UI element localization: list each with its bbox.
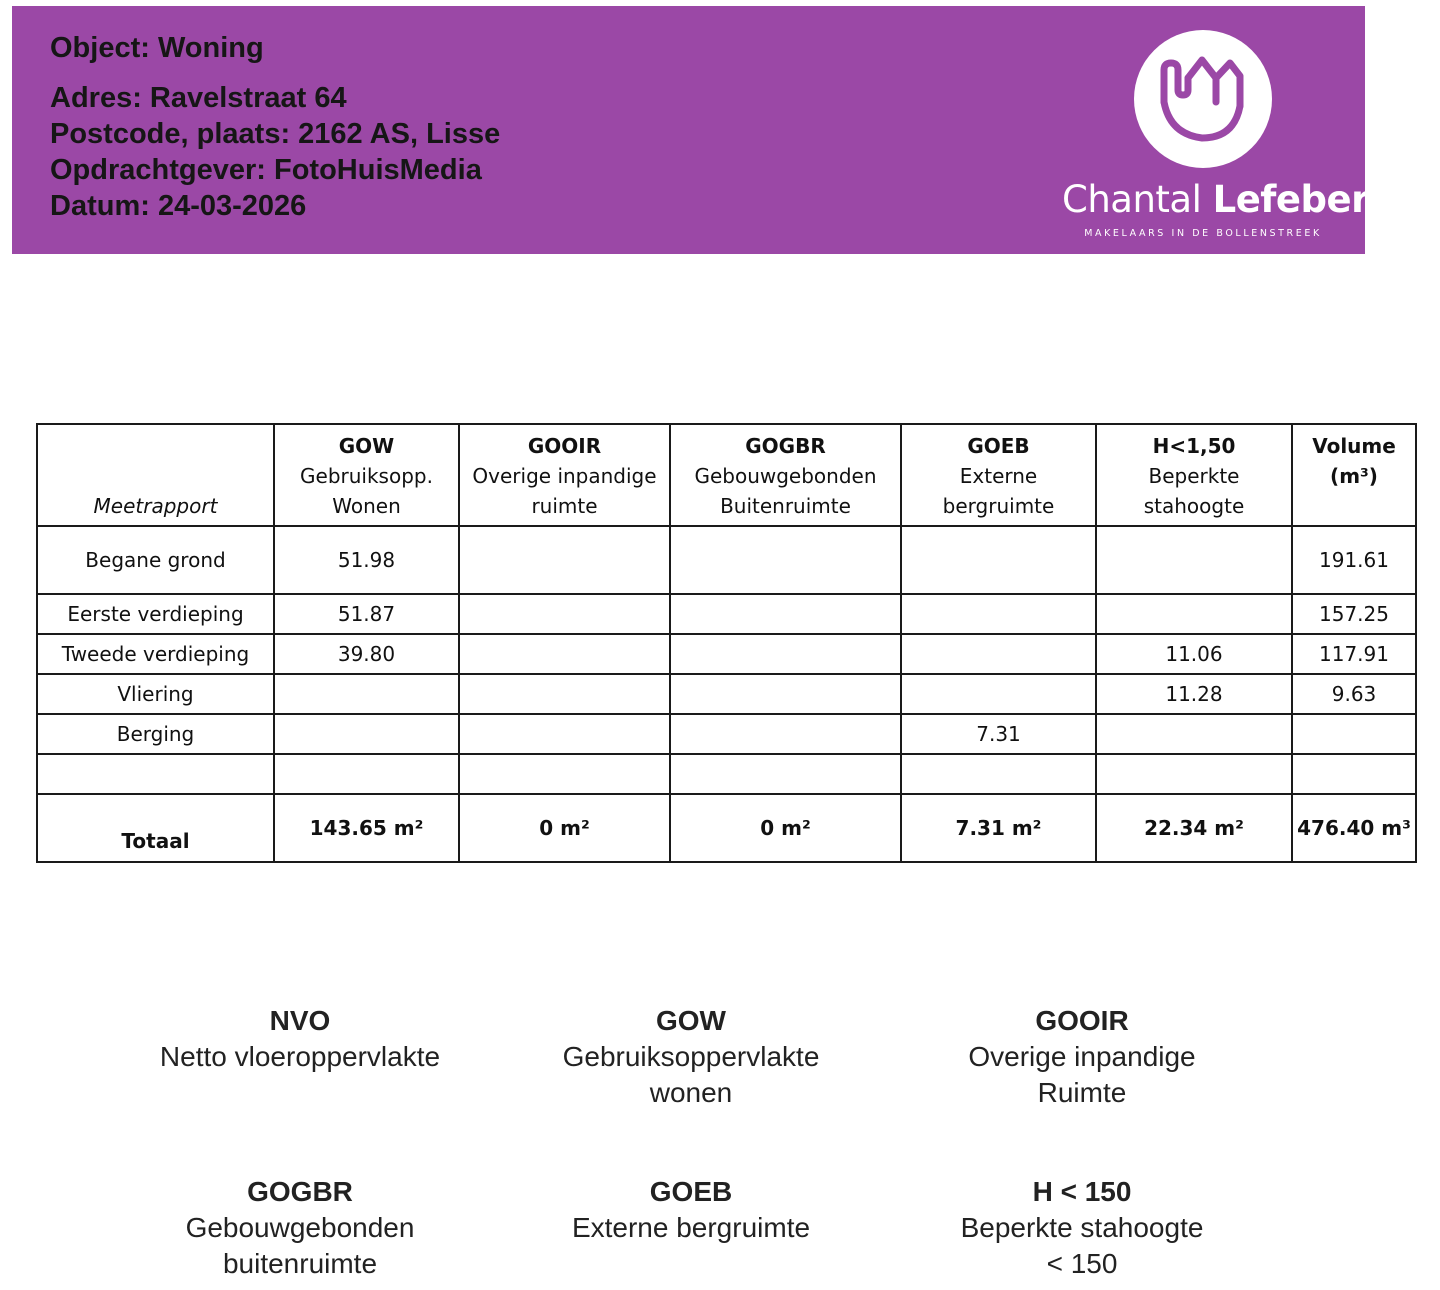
- cell-gooir: [459, 594, 670, 634]
- table-row: [37, 634, 1416, 674]
- cell-gow: 51.87: [274, 594, 459, 634]
- table-row: [37, 674, 1416, 714]
- cell-goeb: [901, 754, 1096, 794]
- cell-goeb: 7.31: [901, 714, 1096, 754]
- legend-item-gow: GOW Gebruiksoppervlakte wonen: [562, 1005, 820, 1108]
- cell-gooir: [459, 754, 670, 794]
- totals-row: [37, 794, 1416, 862]
- brand-name-last: Lefeber: [1212, 178, 1369, 221]
- cell-goeb: [901, 634, 1096, 674]
- cell-h150: 11.06: [1096, 634, 1292, 674]
- cell-volume: 157.25: [1292, 594, 1416, 634]
- measurement-table: [36, 423, 1417, 863]
- table-row: [37, 714, 1416, 754]
- brand-tagline: MAKELAARS IN DE BOLLENSTREEK: [1084, 228, 1322, 239]
- cell-gow: 39.80: [274, 634, 459, 674]
- cell-gow: [274, 714, 459, 754]
- legend-item-gooir: GOOIR Overige inpandige Ruimte: [968, 1005, 1196, 1108]
- cell-gooir: [459, 674, 670, 714]
- total-volume: 476.40 m³: [1292, 794, 1416, 862]
- address-line: Adres: Ravelstraat 64: [50, 82, 347, 114]
- column-header-h150: H<1,50 Beperkte stahoogte: [1096, 424, 1292, 526]
- table-row: [37, 526, 1416, 594]
- cell-gogbr: [670, 634, 901, 674]
- row-label: Begane grond: [37, 526, 274, 594]
- cell-volume: [1292, 754, 1416, 794]
- house-tulip-icon: [1134, 30, 1272, 168]
- cell-h150: [1096, 714, 1292, 754]
- row-label: Eerste verdieping: [37, 594, 274, 634]
- column-header-volume: Volume (m³): [1292, 424, 1416, 526]
- totals-label: Totaal: [37, 794, 274, 862]
- cell-h150: [1096, 526, 1292, 594]
- legend-item-gogbr: GOGBR Gebouwgebonden buitenruimte: [185, 1176, 415, 1279]
- column-header-gow: GOW Gebruiksopp. Wonen: [274, 424, 459, 526]
- legend-item-h150: H < 150 Beperkte stahoogte < 150: [960, 1176, 1204, 1279]
- cell-gow: [274, 674, 459, 714]
- logo-emblem: [1134, 30, 1272, 168]
- column-header-gogbr: GOGBR Gebouwgebonden Buitenruimte: [670, 424, 901, 526]
- client-line: Opdrachtgever: FotoHuisMedia: [50, 154, 482, 186]
- cell-gow: 51.98: [274, 526, 459, 594]
- postcode-line: Postcode, plaats: 2162 AS, Lisse: [50, 118, 501, 150]
- corner-label: Meetrapport: [37, 424, 274, 526]
- brand-name-first: Chantal: [1062, 178, 1202, 221]
- cell-goeb: [901, 674, 1096, 714]
- cell-gogbr: [670, 526, 901, 594]
- row-label: Berging: [37, 714, 274, 754]
- cell-gogbr: [670, 594, 901, 634]
- total-gow: 143.65 m²: [274, 794, 459, 862]
- row-label: [37, 754, 274, 794]
- column-header-gooir: GOOIR Overige inpandige ruimte: [459, 424, 670, 526]
- cell-volume: 191.61: [1292, 526, 1416, 594]
- cell-volume: 9.63: [1292, 674, 1416, 714]
- total-gooir: 0 m²: [459, 794, 670, 862]
- cell-gogbr: [670, 714, 901, 754]
- row-label: Tweede verdieping: [37, 634, 274, 674]
- table-header-row: [37, 424, 1416, 526]
- cell-goeb: [901, 526, 1096, 594]
- total-gogbr: 0 m²: [670, 794, 901, 862]
- header-banner: [12, 6, 1369, 254]
- cell-gogbr: [670, 674, 901, 714]
- total-goeb: 7.31 m²: [901, 794, 1096, 862]
- legend-item-goeb: GOEB Externe bergruimte: [571, 1176, 811, 1243]
- table-row: [37, 754, 1416, 794]
- cell-gooir: [459, 526, 670, 594]
- cell-h150: 11.28: [1096, 674, 1292, 714]
- cell-gogbr: [670, 754, 901, 794]
- cell-h150: [1096, 754, 1292, 794]
- row-label: Vliering: [37, 674, 274, 714]
- cell-gooir: [459, 634, 670, 674]
- cell-gooir: [459, 714, 670, 754]
- cell-gow: [274, 754, 459, 794]
- table-row: [37, 594, 1416, 634]
- object-line: Object: Woning: [50, 32, 264, 64]
- cell-h150: [1096, 594, 1292, 634]
- column-header-goeb: GOEB Externe bergruimte: [901, 424, 1096, 526]
- cell-volume: 117.91: [1292, 634, 1416, 674]
- total-h150: 22.34 m²: [1096, 794, 1292, 862]
- cell-goeb: [901, 594, 1096, 634]
- date-line: Datum: 24-03-2026: [50, 190, 307, 222]
- company-logo: [1062, 28, 1369, 248]
- cell-volume: [1292, 714, 1416, 754]
- legend-item-nvo: NVO Netto vloeroppervlakte: [159, 1005, 441, 1072]
- brand-name: [1062, 178, 1369, 221]
